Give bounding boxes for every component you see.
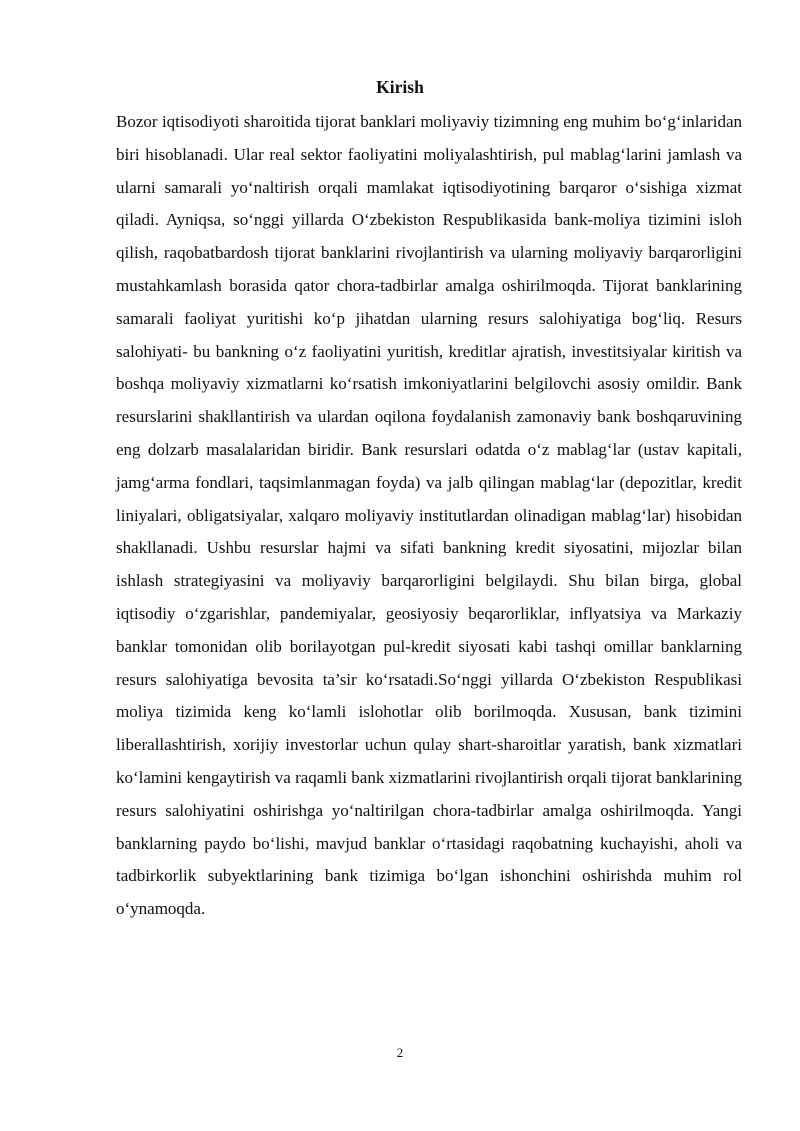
section-title: Kirish [376, 77, 424, 97]
page-number: 2 [396, 1045, 404, 1060]
body-paragraph: Bozor iqtisodiyoti sharoitida tijorat banklari moliyaviy tizimning eng muhim bo‘g‘inlaridan biri hisoblanadi. Ular real sektor faoliyatini moliyalashtirish, pul mablag‘larini jamlash va ularni samarali yo‘naltirish orqali mamlakat iqtisodiyotining barqaror o‘sishiga xizmat qiladi. Ayniqsa, so‘nggi yillarda O‘zbekiston Respublikasida bank-moliya tizimini isloh qilish, raqobatbardosh tijorat banklarini rivojlantirish va ularning moliyaviy barqarorligini mustahkamlash borasida qator chora-tadbirlar amalga oshirilmoqda. Tijorat banklarining samarali faoliyat yuritishi ko‘p jihatdan ularning resurs salohiyatiga bog‘liq. Resurs salohiyati- bu bankning o‘z faoliyatini yuritish, kreditlar ajratish, investitsiyalar kiritish va boshqa moliyaviy xizmatlarni ko‘rsatish imkoniyatlarini belgilovchi asosiy omildir. Bank resurslarini shakllantirish va ulardan oqilona foydalanish zamonaviy bank boshqaruvining eng dolzarb masalalaridan biridir. Bank resurslari odatda o‘z mablag‘lar (ustav kapitali, jamg‘arma fondlari, taqsimlanmagan foyda) va jalb qilingan mablag‘lar (depozitlar, kredit liniyalari, obligatsiyalar, xalqaro moliyaviy institutlardan olinadigan mablag‘lar) hisobidan shakllanadi. Ushbu resurslar hajmi va sifati bankning kredit siyosatini, mijozlar bilan ishlash strategiyasini va moliyaviy barqarorligini belgilaydi. Shu bilan birga, global iqtisodiy o‘zgarishlar, pandemiyalar, geosiyosiy beqarorliklar, inflyatsiya va Markaziy banklar tomonidan olib borilayotgan pul-kredit siyosati kabi tashqi omillar banklarning resurs salohiyatiga bevosita ta’sir ko‘rsatadi.So‘nggi yillarda O‘zbekiston Respublikasi moliya tizimida keng ko‘lamli islohotlar olib borilmoqda. Xususan, bank tizimini liberallashtirish, xorijiy investorlar uchun qulay shart-sharoitlar yaratish, bank xizmatlari ko‘lamini kengaytirish va raqamli bank xizmatlarini rivojlantirish orqali tijorat banklarining resurs salohiyatini oshirishga yo‘naltirilgan chora-tadbirlar amalga oshirilmoqda. Yangi banklarning paydo bo‘lishi, mavjud banklar o‘rtasidagi raqobatning kuchayishi, aholi va tadbirkorlik subyektlarining bank tizimiga bo‘lgan ishonchini oshirishda muhim rol o‘ynamoqda. [116, 112, 742, 919]
